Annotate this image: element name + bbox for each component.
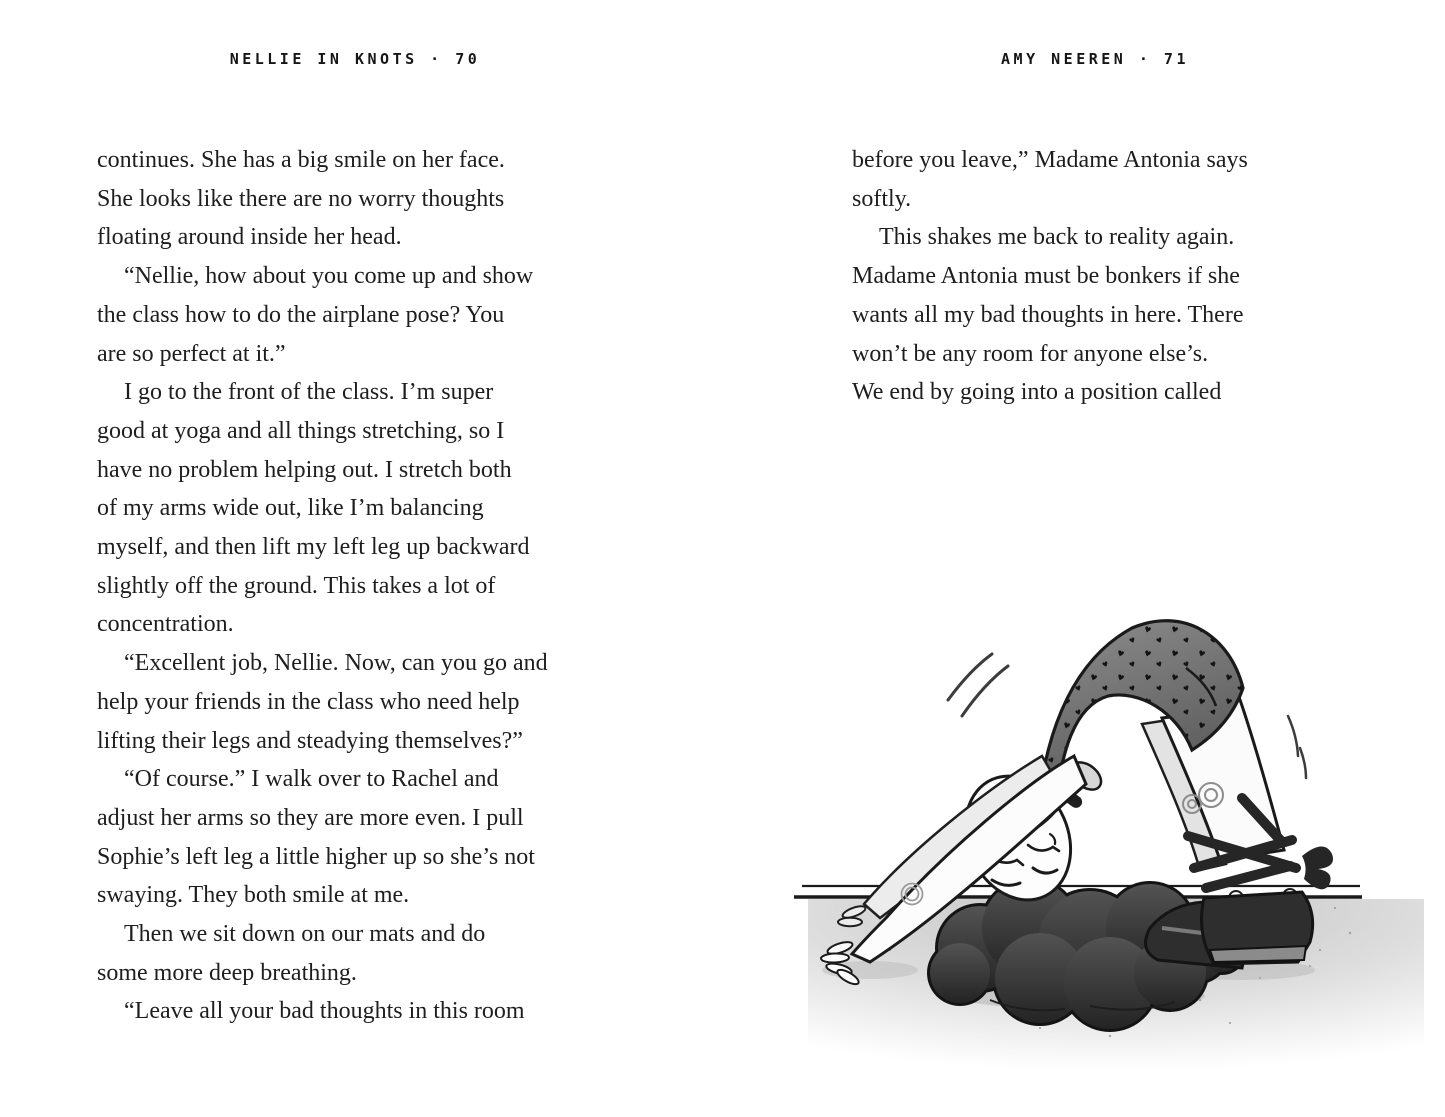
- text-line: good at yoga and all things stretching, so I: [97, 417, 505, 444]
- text-line: continues. She has a big smile on her face.: [97, 147, 505, 173]
- text-line: adjust her arms so they are more even. I pull: [97, 804, 524, 831]
- text-line: “Leave all your bad thoughts in this room: [124, 998, 525, 1025]
- text-line: We end by going into a position called: [852, 379, 1222, 406]
- text-line: floating around inside her head.: [97, 224, 402, 251]
- leg-motion-lines: [1288, 716, 1306, 778]
- text-line: before you leave,” Madame Antonia says: [852, 147, 1248, 173]
- text-line: Madame Antonia must be bonkers if she: [852, 263, 1240, 290]
- paragraph: [97, 915, 623, 992]
- text-line: swaying. They both smile at me.: [97, 882, 410, 909]
- text-line: wants all my bad thoughts in here. There: [852, 301, 1244, 328]
- text-line: the class how to do the airplane pose? You: [97, 301, 505, 328]
- text-line: “Nellie, how about you come up and show: [124, 263, 534, 290]
- text-line: have no problem helping out. I stretch both: [97, 456, 512, 483]
- text-line: softly.: [852, 185, 912, 212]
- text-line: “Excellent job, Nellie. Now, can you go and: [124, 650, 548, 677]
- left-page-text-column: [97, 141, 623, 1031]
- text-line: slightly off the ground. This takes a lot of: [97, 572, 496, 599]
- text-line: concentration.: [97, 611, 234, 638]
- paragraph: [97, 373, 623, 644]
- text-line: lifting their legs and steadying themselves?”: [97, 727, 523, 754]
- text-line: are so perfect at it.”: [97, 340, 286, 367]
- text-line: “Of course.” I walk over to Rachel and: [124, 766, 499, 793]
- text-line: some more deep breathing.: [97, 959, 357, 986]
- running-head-left: NELLIE IN KNOTS · 70: [229, 50, 481, 68]
- text-line: won’t be any room for anyone else’s.: [852, 340, 1209, 367]
- running-head-right: AMY NEEREN · 71: [1001, 50, 1189, 68]
- text-line: Sophie’s left leg a little higher up so she’s not: [97, 843, 535, 870]
- text-line: myself, and then lift my left leg up backward: [97, 534, 530, 561]
- ribbon-bow: [1302, 846, 1333, 889]
- text-line: of my arms wide out, like I’m balancing: [97, 495, 484, 522]
- paragraph: [97, 992, 623, 1031]
- paragraph: [97, 644, 623, 760]
- paragraph: [97, 760, 623, 915]
- downward-dog-svg: [790, 598, 1442, 1090]
- text-line: This shakes me back to reality again.: [879, 224, 1235, 251]
- downward-dog-illustration: [790, 598, 1442, 1090]
- text-line: Then we sit down on our mats and do: [124, 921, 486, 948]
- motion-lines: [948, 654, 1008, 716]
- text-line: I go to the front of the class. I’m super: [124, 379, 494, 406]
- right-page-text-column: [852, 141, 1358, 412]
- paragraph: [97, 257, 623, 373]
- paragraph: [852, 141, 1358, 218]
- text-line: She looks like there are no worry thoughts: [97, 185, 505, 212]
- shoe-sole: [1210, 946, 1306, 962]
- text-line: help your friends in the class who need help: [97, 688, 520, 715]
- paragraph: [97, 141, 623, 257]
- paragraph: [852, 218, 1358, 412]
